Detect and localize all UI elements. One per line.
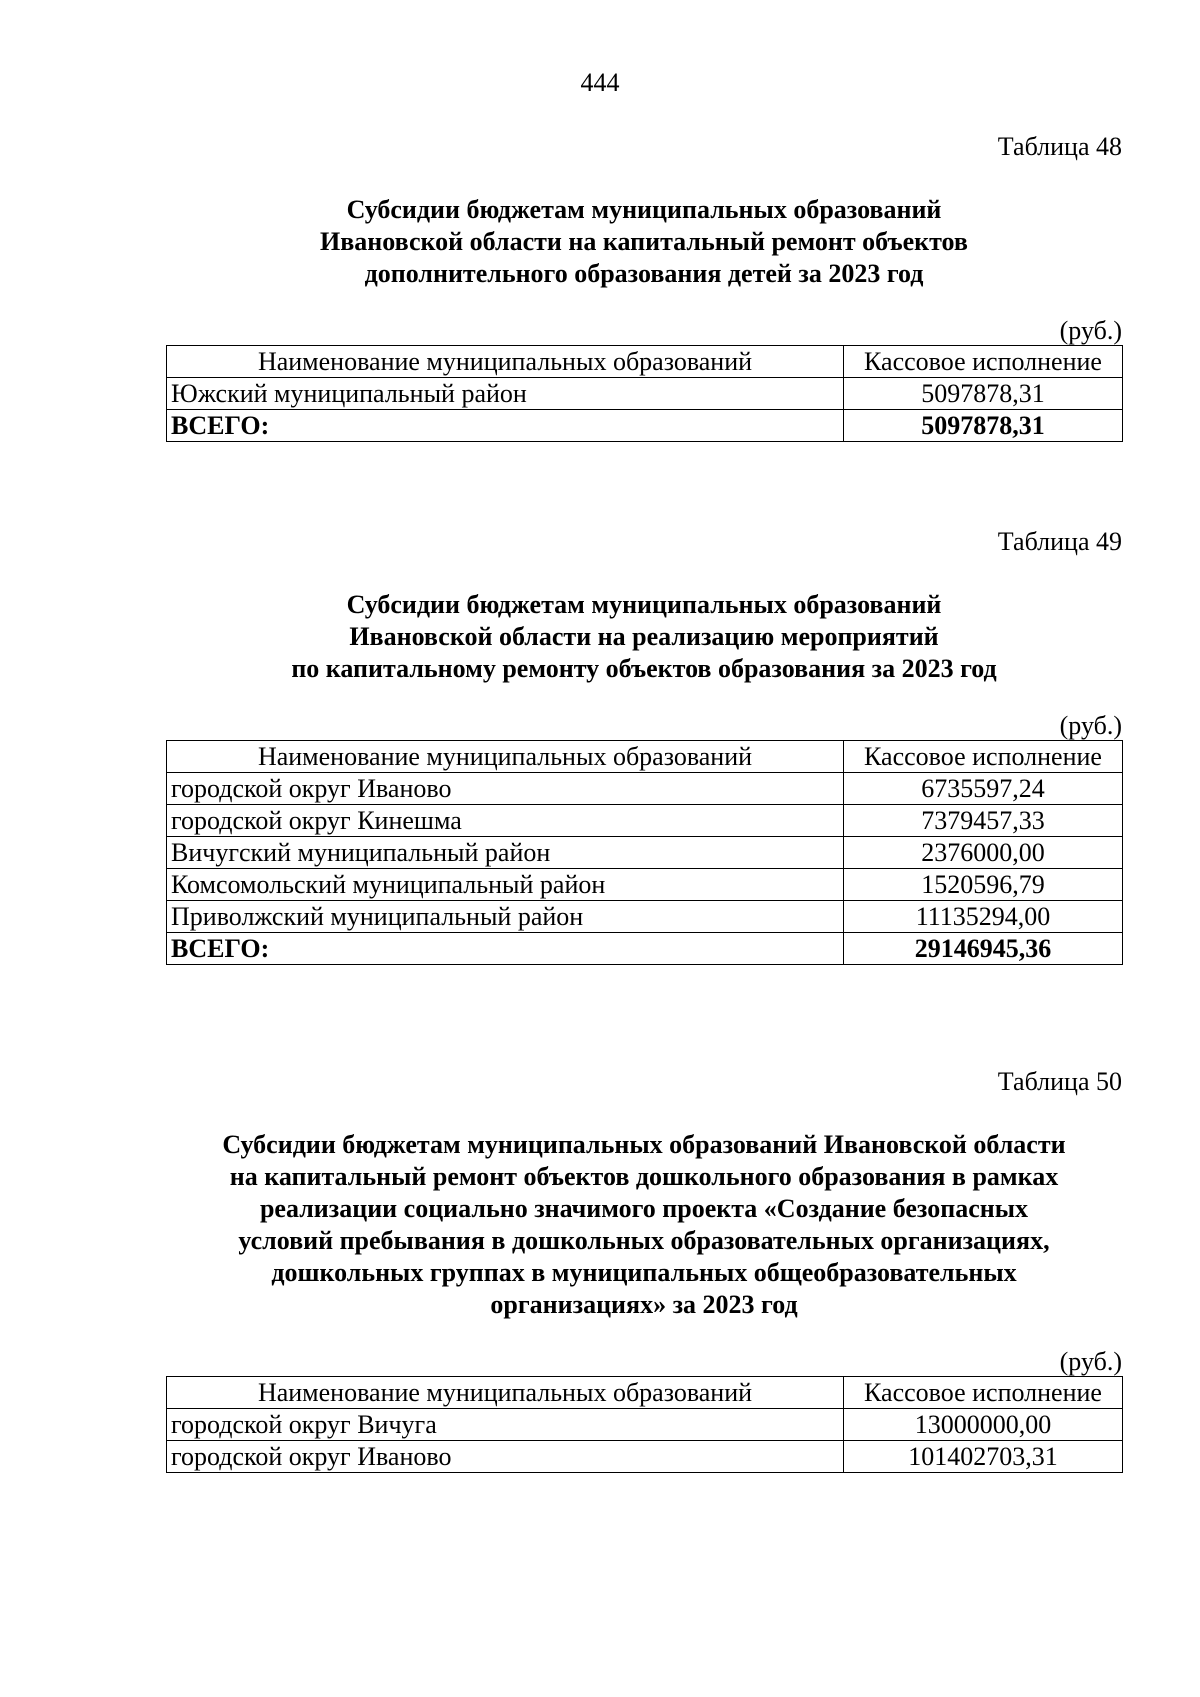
table-header-row (167, 741, 1123, 773)
header-value: Кассовое исполнение (844, 1377, 1123, 1409)
row-name: городской округ Иваново (167, 773, 844, 805)
table-row (167, 773, 1123, 805)
header-value: Кассовое исполнение (844, 346, 1123, 378)
row-name: городской округ Иваново (167, 1441, 844, 1473)
row-value: 2376000,00 (844, 837, 1123, 869)
title-line: дополнительного образования детей за 2023 год (364, 259, 924, 288)
row-name: городской округ Вичуга (167, 1409, 844, 1441)
title-line: реализации социально значимого проекта «Создание безопасных (259, 1194, 1029, 1223)
table-row (167, 837, 1123, 869)
total-row (167, 410, 1123, 442)
title-line: дошкольных группах в муниципальных общеобразовательных (271, 1258, 1017, 1287)
total-value: 5097878,31 (844, 410, 1123, 442)
unit-label: (руб.) (1059, 1347, 1122, 1376)
row-name: Комсомольский муниципальный район (167, 869, 844, 901)
title-line: Субсидии бюджетам муниципальных образований (346, 195, 942, 224)
table-50-block (166, 1067, 1122, 1473)
header-name: Наименование муниципальных образований (167, 741, 844, 773)
title-line: Ивановской области на реализацию мероприятий (349, 622, 939, 651)
data-table (166, 740, 1123, 965)
header-name: Наименование муниципальных образований (167, 1377, 844, 1409)
title-line: по капитальному ремонту объектов образования за 2023 год (291, 654, 997, 683)
row-name: Приволжский муниципальный район (167, 901, 844, 933)
unit-label: (руб.) (1059, 316, 1122, 345)
row-value: 11135294,00 (844, 901, 1123, 933)
title-line: организациях» за 2023 год (490, 1290, 798, 1319)
row-value: 6735597,24 (844, 773, 1123, 805)
table-row (167, 378, 1123, 410)
row-value: 5097878,31 (844, 378, 1123, 410)
table-title (166, 1129, 1122, 1321)
table-row (167, 869, 1123, 901)
row-name: городской округ Кинешма (167, 805, 844, 837)
table-49-block (166, 527, 1122, 965)
title-line: Субсидии бюджетам муниципальных образований Ивановской области (222, 1130, 1066, 1159)
total-label: ВСЕГО: (167, 410, 844, 442)
header-name: Наименование муниципальных образований (167, 346, 844, 378)
total-row (167, 933, 1123, 965)
table-row (167, 1409, 1123, 1441)
title-line: Ивановской области на капитальный ремонт объектов (320, 227, 968, 256)
row-name: Южский муниципальный район (167, 378, 844, 410)
total-label: ВСЕГО: (167, 933, 844, 965)
table-title (166, 194, 1122, 290)
table-row (167, 901, 1123, 933)
table-label: Таблица 49 (997, 527, 1122, 556)
title-line: Субсидии бюджетам муниципальных образований (346, 590, 942, 619)
table-row (167, 805, 1123, 837)
row-value: 13000000,00 (844, 1409, 1123, 1441)
row-value: 1520596,79 (844, 869, 1123, 901)
data-table (166, 1376, 1123, 1473)
data-table (166, 345, 1123, 442)
row-value: 101402703,31 (844, 1441, 1123, 1473)
row-value: 7379457,33 (844, 805, 1123, 837)
unit-label: (руб.) (1059, 711, 1122, 740)
table-row (167, 1441, 1123, 1473)
table-48-block (166, 132, 1122, 442)
table-label: Таблица 50 (997, 1067, 1122, 1096)
row-name: Вичугский муниципальный район (167, 837, 844, 869)
table-header-row (167, 1377, 1123, 1409)
total-value: 29146945,36 (844, 933, 1123, 965)
title-line: на капитальный ремонт объектов дошкольного образования в рамках (229, 1162, 1059, 1191)
table-header-row (167, 346, 1123, 378)
table-title (166, 589, 1122, 685)
page-number: 444 (580, 68, 620, 97)
table-label: Таблица 48 (997, 132, 1122, 161)
header-value: Кассовое исполнение (844, 741, 1123, 773)
title-line: условий пребывания в дошкольных образовательных организациях, (238, 1226, 1050, 1255)
